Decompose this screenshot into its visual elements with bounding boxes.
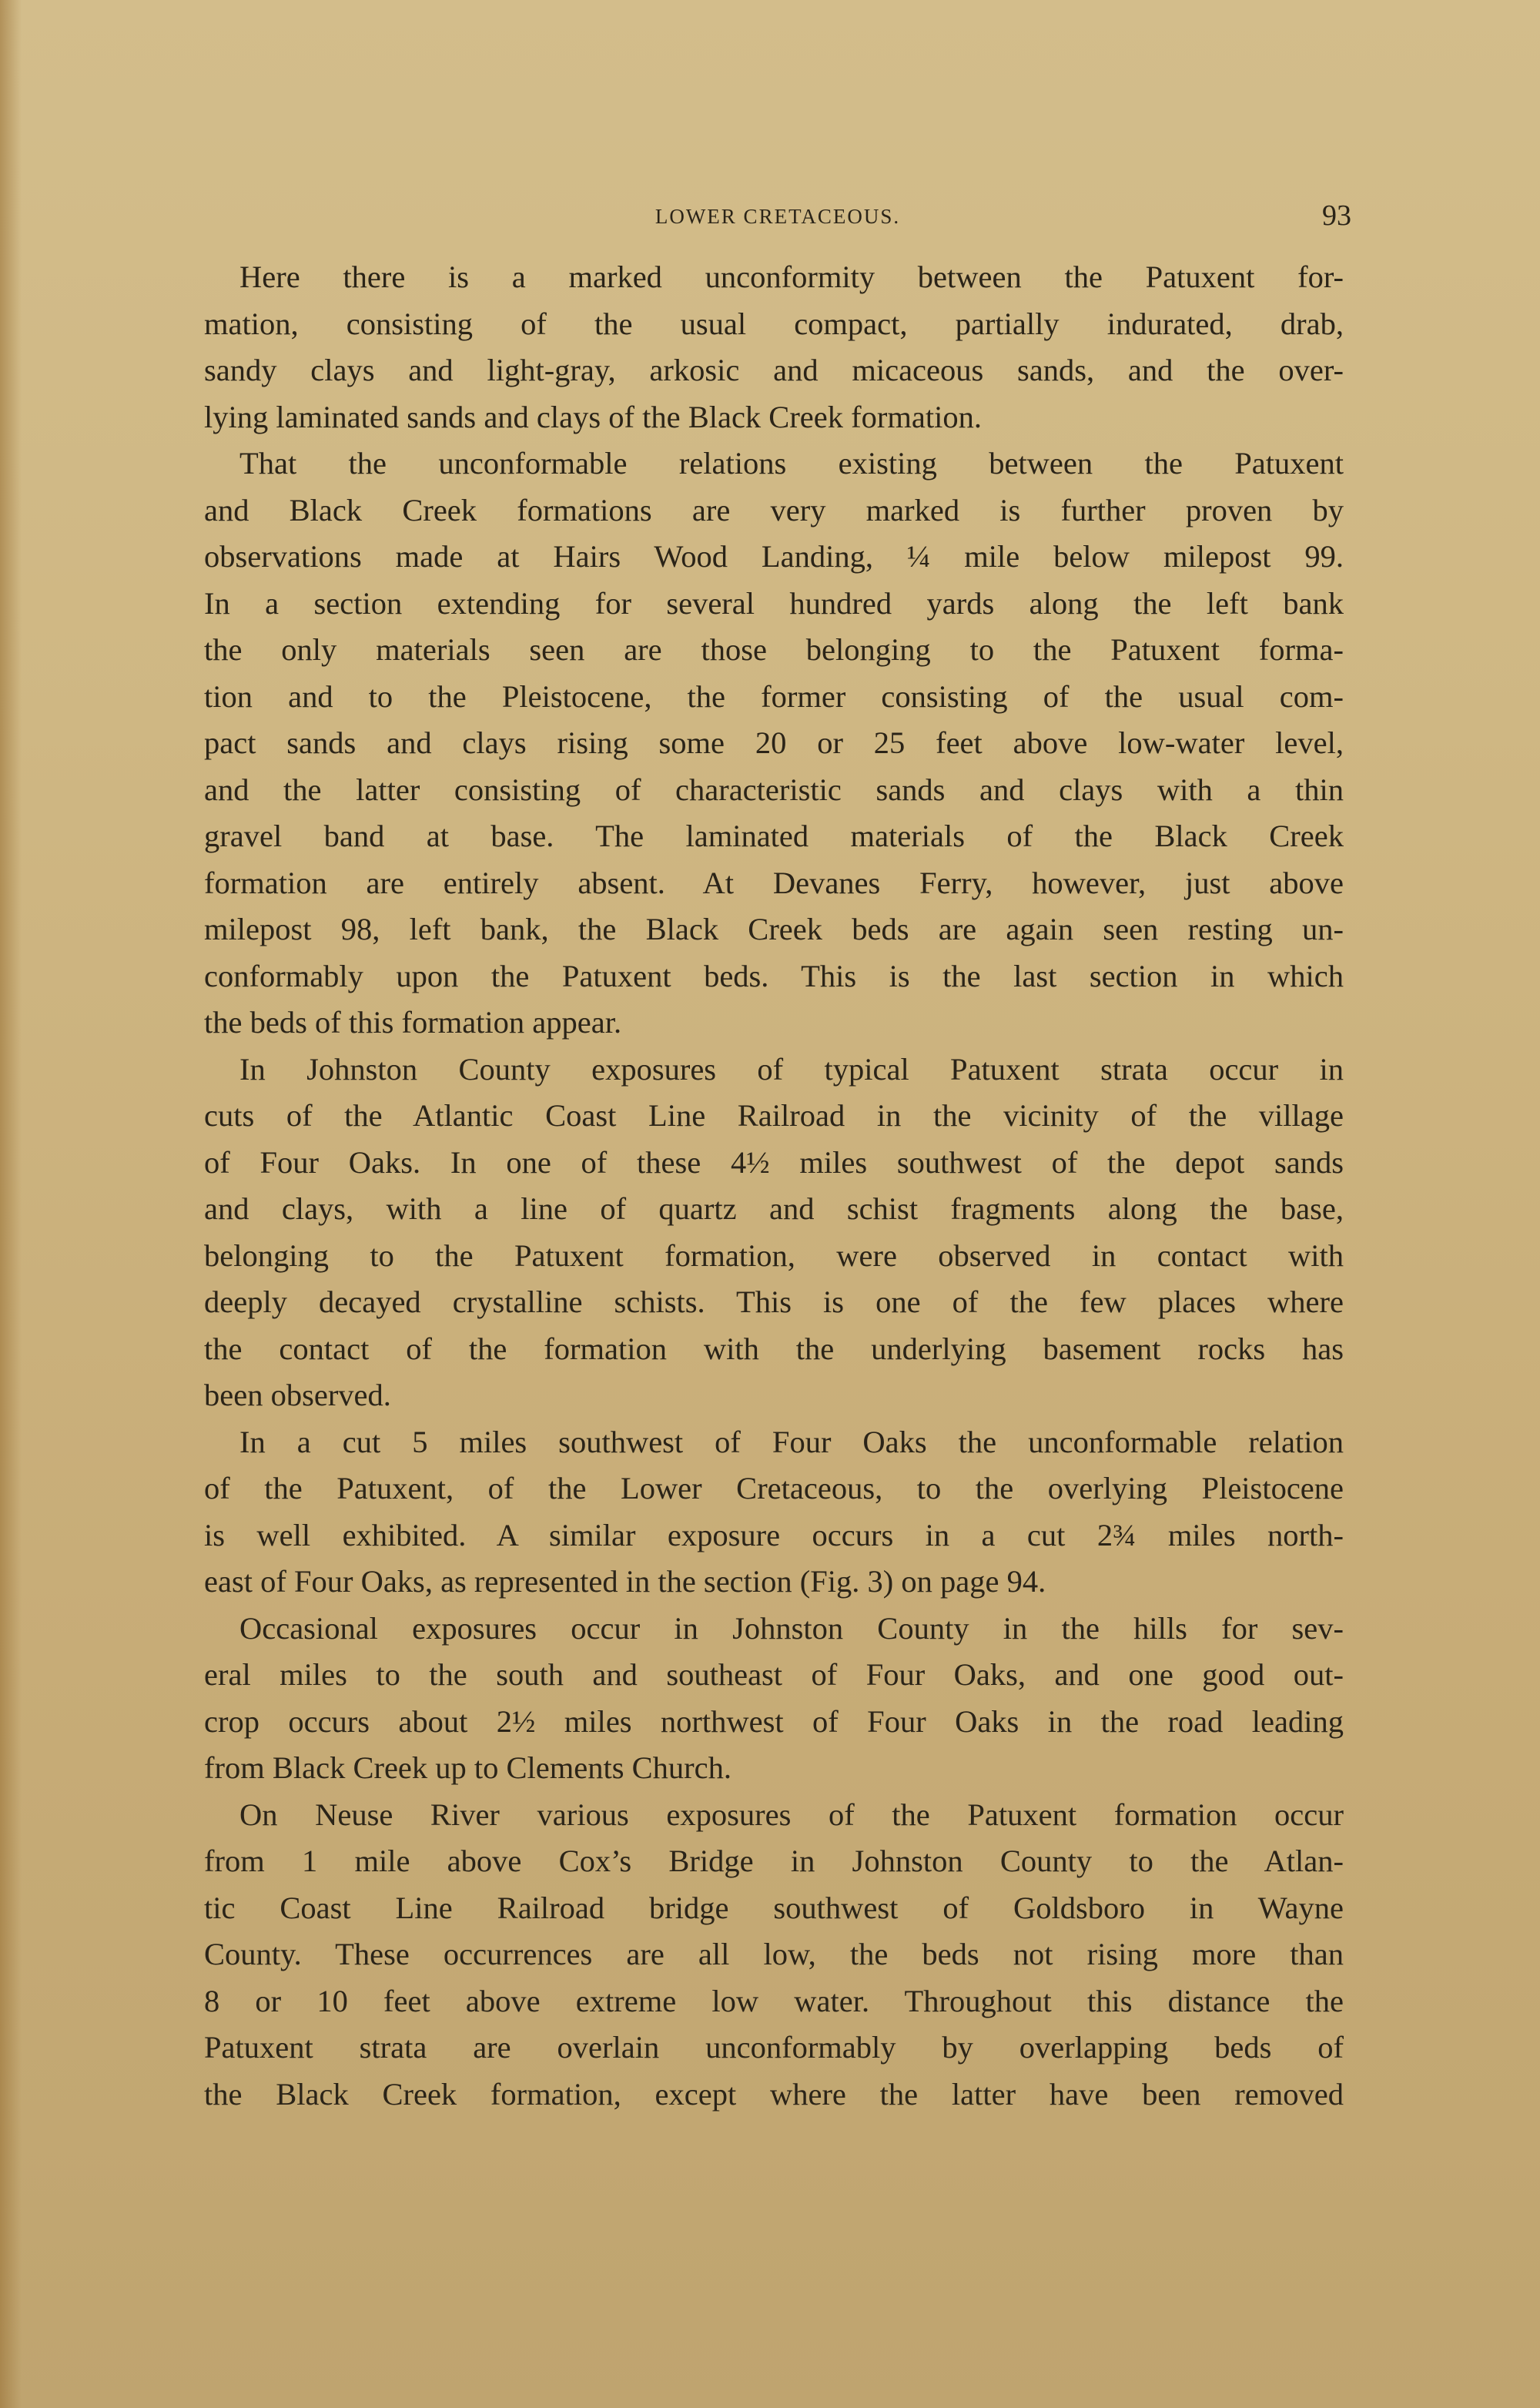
text-line: formation are entirely absent. At Devanes Ferry, however, just above [204, 865, 1344, 900]
text-line: and clays, with a line of quartz and schist fragments along the base, [204, 1191, 1344, 1226]
paragraph-5 [204, 1606, 1344, 1792]
text-line: belonging to the Patuxent formation, were observed in contact with [204, 1237, 1344, 1273]
text-line: crop occurs about 2½ miles northwest of Four Oaks in the road leading [204, 1703, 1344, 1739]
paragraph-3 [204, 1047, 1344, 1419]
paragraph-2 [204, 440, 1344, 1047]
page-number: 93 [1322, 199, 1351, 232]
text-line: milepost 98, left bank, the Black Creek beds are again seen resting un- [204, 912, 1344, 946]
text-line: In a section extending for several hundred yards along the left bank [204, 585, 1344, 621]
text-line: In Johnston County exposures of typical Patuxent strata occur in [239, 1051, 1344, 1087]
text-line: from Black Creek up to Clements Church. [204, 1750, 732, 1785]
text-line: eral miles to the south and southeast of Four Oaks, and one good out- [204, 1657, 1344, 1692]
text-line: deeply decayed crystalline schists. This is one of the few places where [204, 1284, 1344, 1319]
text-line: sandy clays and light-gray, arkosic and micaceous sands, and the over- [204, 353, 1344, 387]
text-line: and the latter consisting of characteristic sands and clays with a thin [204, 772, 1344, 807]
text-line: been observed. [204, 1378, 391, 1412]
text-line: pact sands and clays rising some 20 or 25 feet above low-water level, [204, 725, 1344, 760]
text-line: is well exhibited. A similar exposure occurs in a cut 2¾ miles north- [204, 1517, 1344, 1552]
text-line: Occasional exposures occur in Johnston County in the hills for sev- [239, 1610, 1344, 1646]
paragraph-1 [204, 254, 1344, 440]
text-line: the contact of the formation with the underlying basement rocks has [204, 1331, 1344, 1366]
text-line: That the unconformable relations existing between the Patuxent [239, 446, 1344, 481]
text-line: tion and to the Pleistocene, the former consisting of the usual com- [204, 678, 1344, 714]
text-line: On Neuse River various exposures of the Patuxent formation occur [239, 1797, 1344, 1832]
text-line: east of Four Oaks, as represented in the section (Fig. 3) on page 94. [204, 1564, 1046, 1599]
text-line: tic Coast Line Railroad bridge southwest of Goldsboro in Wayne [204, 1890, 1344, 1925]
text-line: lying laminated sands and clays of the Black Creek formation. [204, 399, 982, 434]
text-line: the beds of this formation appear. [204, 1005, 622, 1040]
text-line: from 1 mile above Cox’s Bridge in Johnston County to the Atlan- [204, 1844, 1344, 1878]
paragraph-6 [204, 1792, 1344, 2118]
paragraph-4 [204, 1419, 1344, 1606]
text-line: cuts of the Atlantic Coast Line Railroad in the vicinity of the village [204, 1098, 1344, 1133]
text-line: 8 or 10 feet above extreme low water. Throughout this distance the [204, 1983, 1344, 2018]
running-title: LOWER CRETACEOUS. [654, 205, 901, 228]
text-line: observations made at Hairs Wood Landing, ¼ mile below milepost 99. [204, 539, 1344, 574]
text-line: conformably upon the Patuxent beds. This is the last section in which [204, 958, 1344, 993]
text-line: County. These occurrences are all low, the beds not rising more than [204, 1937, 1344, 1971]
text-line: of the Patuxent, of the Lower Cretaceous, to the overlying Pleistocene [204, 1471, 1344, 1505]
text-line: the Black Creek formation, except where the latter have been removed [204, 2076, 1344, 2112]
running-head [204, 199, 1351, 237]
text-line: Here there is a marked unconformity between the Patuxent for- [239, 260, 1344, 294]
text-line: of Four Oaks. In one of these 4½ miles southwest of the depot sands [204, 1144, 1344, 1180]
text-line: mation, consisting of the usual compact, partially indurated, drab, [204, 306, 1344, 341]
body-text [204, 254, 1344, 2118]
text-line: Patuxent strata are overlain unconformably by overlapping beds of [204, 2030, 1344, 2065]
text-line: In a cut 5 miles southwest of Four Oaks the unconformable relation [239, 1424, 1344, 1459]
text-line: and Black Creek formations are very marked is further proven by [204, 492, 1344, 527]
text-line: gravel band at base. The laminated materials of the Black Creek [204, 819, 1344, 853]
text-line: the only materials seen are those belonging to the Patuxent forma- [204, 632, 1344, 667]
